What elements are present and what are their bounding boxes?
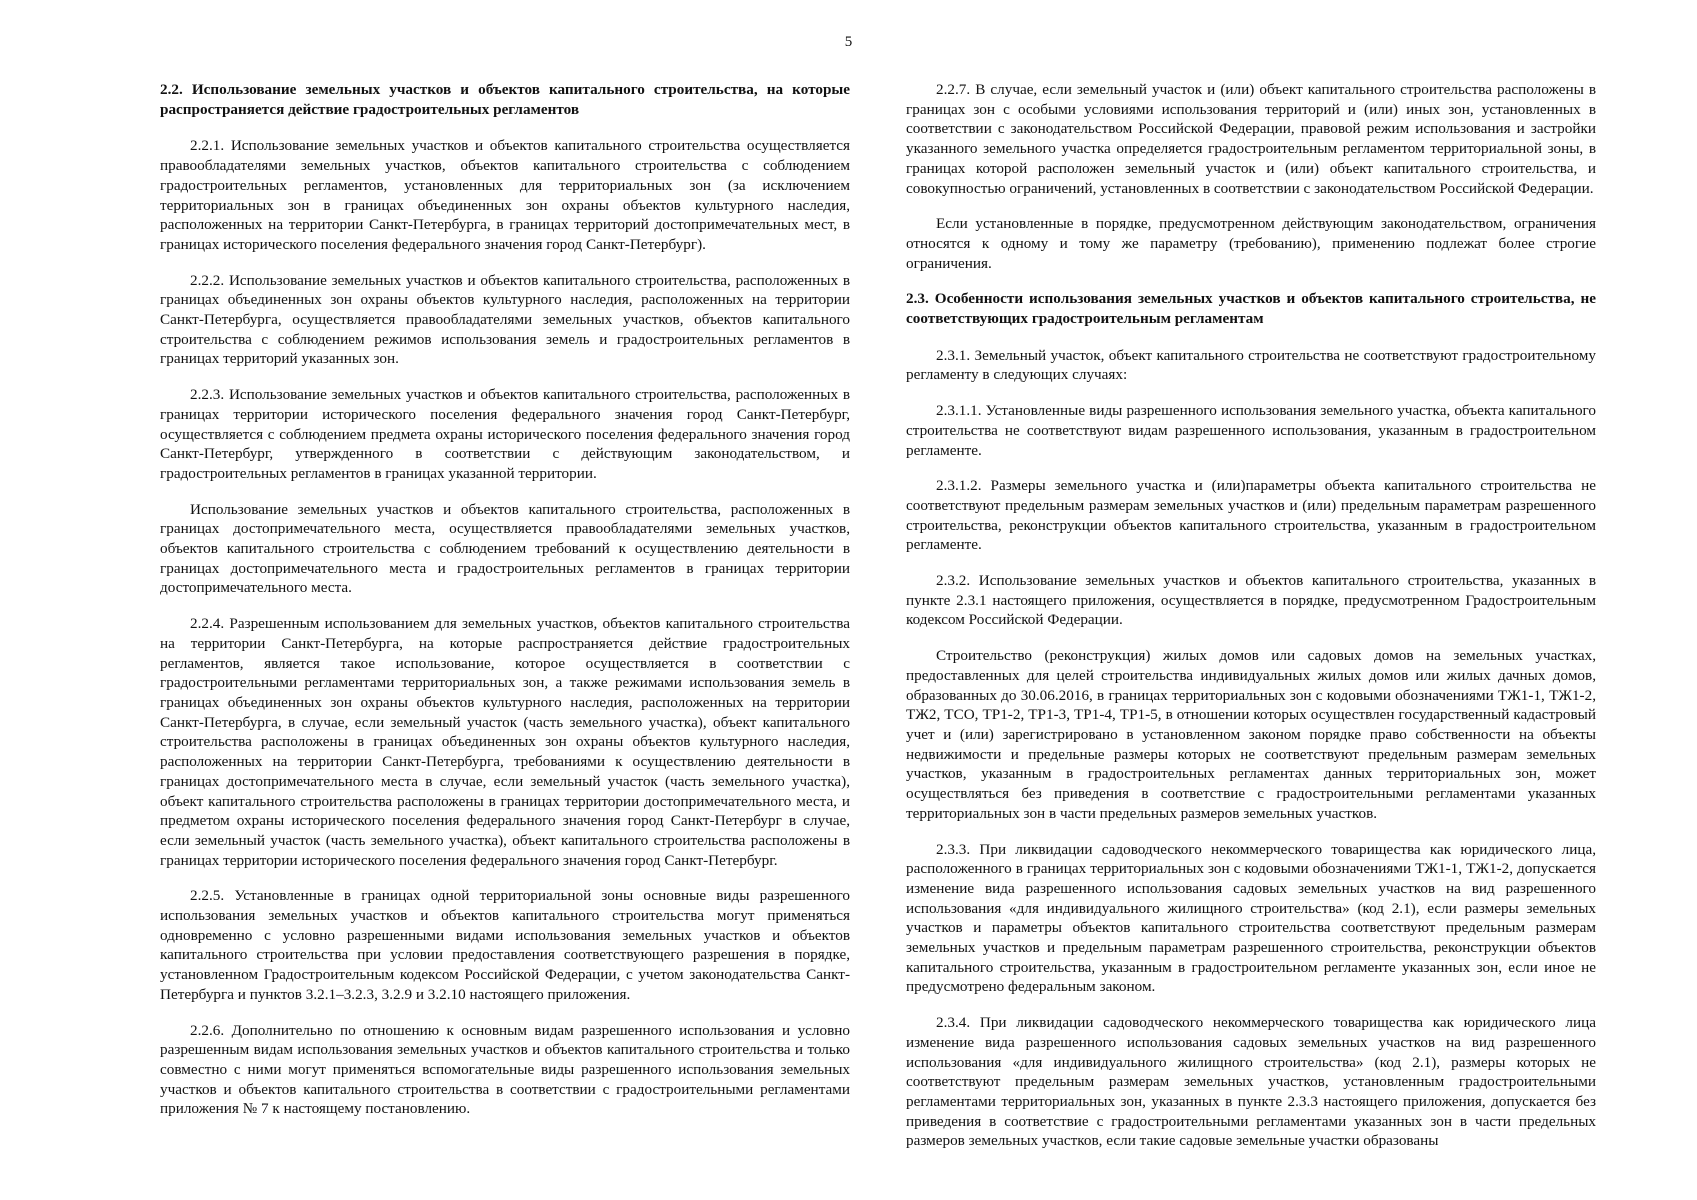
paragraph-2-3-2: 2.3.2. Использование земельных участков и объектов капитального строительства, указанных в пункте 2.3.1 настоящего приложения, осуществляется в порядке, предусмотренном Градостроительным кодексом Российской Федерации. [906, 572, 1596, 629]
paragraph-strict-restrictions: Если установленные в порядке, предусмотренном действующим законодательством, ограничения относятся к одному и тому же параметру (требованию), применению подлежат более строгие ограничения. [906, 215, 1596, 272]
paragraph-2-2-4: 2.2.4. Разрешенным использованием для земельных участков, объектов капитального строительства на территории Санкт-Петербурга, на которые распространяется действие градостроительных регламентов, является такое использование, которое осуществляется в соответствии с градостроительными регламентами территориальных зон, а также режимами использования земель в границах объединенных зон охраны объектов культурного наследия, расположенных на территории Санкт-Петербурга, в случае, если земельный участок (часть земельного участка), объект капитального строительства расположены в границах объединенных зон охраны объектов культурного наследия, расположенных на территории Санкт-Петербурга, требованиями к осуществлению деятельности в границах достопримечательного места в случае, если земельный участок (часть земельного участка), объект капитального строительства расположены в границах территории достопримечательного места, и предметом охраны исторического поселения федерального значения город Санкт-Петербург в случае, если земельный участок (часть земельного участка), объект капитального строительства расположены в границах территории исторического поселения федерального значения город Санкт-Петербург. [160, 615, 850, 869]
paragraph-2-3-1-1: 2.3.1.1. Установленные виды разрешенного использования земельного участка, объекта капитального строительства не соответствуют видам разрешенного использования, указанным в градостроительном регламенте. [906, 402, 1596, 459]
section-heading-2-3: 2.3. Особенности использования земельных участков и объектов капитального строительства, не соответствующих градостроительным регламентам [906, 290, 1596, 328]
paragraph-2-2-1: 2.2.1. Использование земельных участков и объектов капитального строительства осуществляется правообладателями земельных участков, объектов капитального строительства с соблюдением градостроительных регламентов, установленных для территориальных зон (за исключением территориальных зон в границах объединенных зон охраны объектов культурного наследия, расположенных на территории Санкт-Петербурга, в границах территорий достопримечательных мест, в границах исторического поселения федерального значения город Санкт-Петербург). [160, 137, 850, 253]
section-heading-2-2: 2.2. Использование земельных участков и объектов капитального строительства, на которые распространяется действие градостроительных регламентов [160, 81, 850, 118]
paragraph-2-3-4: 2.3.4. При ликвидации садоводческого некоммерческого товарищества как юридического лица изменение вида разрешенного использования садовых земельных участков на вид разрешенного использования «для индивидуального жилищного строительства» (код 2.1), размеры которых не соответствуют предельным размерам земельных участков, установленным градостроительными регламентами территориальных зон, указанных в пункте 2.3.3 настоящего приложения, допускается без приведения в соответствие с градостроительными регламентами указанных зон в части предельных размеров земельных участков, если такие садовые земельные участки образованы [906, 1014, 1596, 1150]
paragraph-2-2-6: 2.2.6. Дополнительно по отношению к основным видам разрешенного использования и условно разрешенным видам использования земельных участков и объектов капитального строительства и только совместно с ними могут применяться вспомогательные виды разрешенного использования земельных участков и объектов капитального строительства в соответствии с градостроительными регламентами приложения № 7 к настоящему постановлению. [160, 1021, 850, 1118]
paragraph-2-2-3: 2.2.3. Использование земельных участков и объектов капитального строительства, расположенных в границах территории исторического поселения федерального значения город Санкт-Петербург, осуществляется с соблюдением предмета охраны исторического поселения федерального значения город Санкт-Петербург, утвержденного в соответствии с действующим законодательством, и градостроительных регламентов в границах указанной территории. [160, 386, 850, 482]
paragraph-2-2-5: 2.2.5. Установленные в границах одной территориальной зоны основные виды разрешенного использования земельных участков и объектов капитального строительства могут применяться одновременно с условно разрешенными видами использования земельных участков и объектов капитального строительства при условии предоставления соответствующего разрешения в порядке, установленном Градостроительным кодексом Российской Федерации, с учетом законодательства Санкт-Петербурга и пунктов 3.2.1–3.2.3, 3.2.9 и 3.2.10 настоящего приложения. [160, 887, 850, 1003]
paragraph-landmark-use: Использование земельных участков и объектов капитального строительства, расположенных в границах достопримечательного места, осуществляется правообладателями земельных участков, объектов капитального строительства с соблюдением требований к осуществлению деятельности в границах достопримечательного места и градостроительных регламентов в границах территории достопримечательного места. [160, 500, 850, 597]
paragraph-2-3-1: 2.3.1. Земельный участок, объект капитального строительства не соответствуют градостроительному регламенту в следующих случаях: [906, 346, 1596, 384]
paragraph-2-2-2: 2.2.2. Использование земельных участков и объектов капитального строительства, расположенных в границах объединенных зон охраны объектов культурного наследия, расположенных на территории Санкт-Петербурга, осуществляется правообладателями земельных участков, объектов капитального строительства с соблюдением режимов использования земель и градостроительных регламентов в границах территорий указанных зон. [160, 271, 850, 368]
left-column [160, 80, 850, 1135]
page-number: 5 [844, 34, 853, 50]
paragraph-2-3-1-2: 2.3.1.2. Размеры земельного участка и (или)параметры объекта капитального строительства не соответствуют предельным размерам земельных участков и (или) предельным параметрам разрешенного строительства, реконструкции объектов капитального строительства, указанным в градостроительном регламенте. [906, 477, 1596, 554]
paragraph-construction-reconstruction: Строительство (реконструкция) жилых домов или садовых домов на земельных участках, предоставленных для целей строительства индивидуальных жилых домов или жилых дачных домов, образованных до 30.06.2016, в границах территориальных зон с кодовыми обозначениями ТЖ1-1, ТЖ1-2, ТЖ2, ТСО, ТР1-2, ТР1-3, ТР1-4, ТР1-5, в отношении которых осуществлен государственный кадастровый учет и (или) зарегистрировано в установленном законом порядке право собственности на объекты недвижимости и предельные размеры которых не соответствуют предельным размерам земельных участков, указанным в градостроительных регламентах данных территориальных зон, может осуществляться без приведения в соответствие с градостроительными регламентами указанных территориальных зон в части предельных размеров земельных участков. [906, 647, 1596, 822]
paragraph-2-2-7: 2.2.7. В случае, если земельный участок и (или) объект капитального строительства расположены в границах зон с особыми условиями использования территорий и (или) иных зон, установленных в соответствии с законодательством Российской Федерации, правовой режим использования и застройки указанного земельного участка определяется градостроительным регламентом территориальной зоны, в границах которой расположен земельный участок и (или) объект капитального строительства, и совокупностью ограничений, установленных в соответствии с законодательством Российской Федерации. [906, 81, 1596, 197]
right-column [906, 80, 1596, 1151]
paragraph-2-3-3: 2.3.3. При ликвидации садоводческого некоммерческого товарищества как юридического лица, расположенного в границах территориальных зон с кодовыми обозначениями ТЖ1-1, ТЖ1-2, допускается изменение вида разрешенного использования садовых земельных участков на вид разрешенного использования «для индивидуального жилищного строительства» (код 2.1), если размеры земельных участков и параметры объектов капитального строительства соответствуют предельным размерам земельных участков и предельным параметрам разрешенного строительства, реконструкции объектов капитального строительства, указанным в градостроительном регламенте указанных зон, если иное не предусмотрено федеральным законом. [906, 840, 1596, 996]
